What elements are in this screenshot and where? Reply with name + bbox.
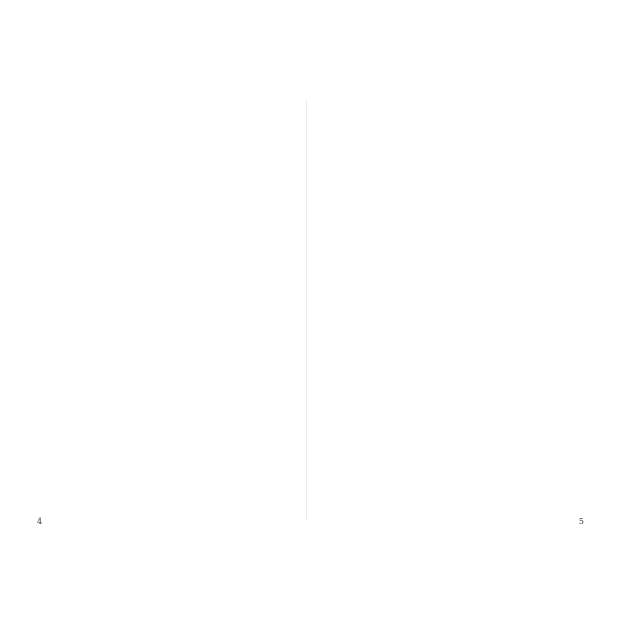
left-page xyxy=(0,0,300,620)
gutter-divider xyxy=(306,100,307,520)
left-page-number: 4 xyxy=(37,517,43,526)
right-page xyxy=(316,0,616,620)
right-page-number: 5 xyxy=(578,517,584,526)
